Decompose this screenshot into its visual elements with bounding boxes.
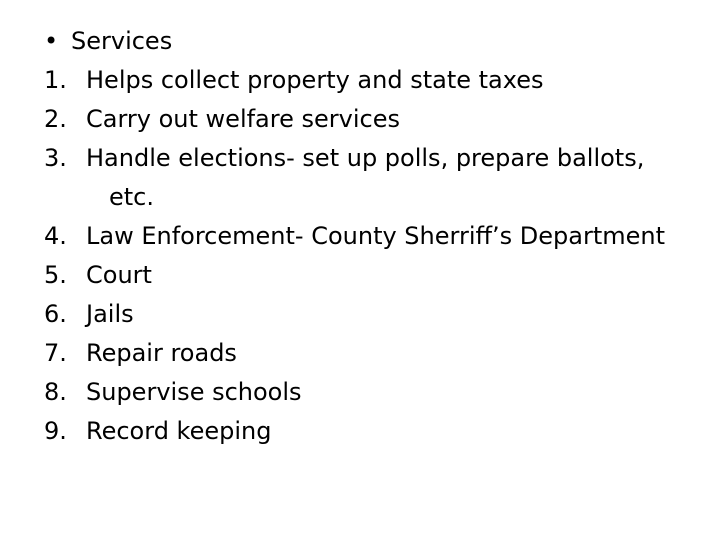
item-number: 3.	[44, 144, 67, 172]
list-item	[44, 256, 704, 295]
services-list	[44, 22, 704, 451]
item-number: 5.	[44, 261, 67, 289]
item-number: 7.	[44, 339, 67, 367]
list-item	[44, 373, 704, 412]
item-text: Record keeping	[86, 417, 272, 445]
item-text-block	[86, 139, 644, 217]
item-text: Supervise schools	[86, 378, 302, 406]
item-text: Repair roads	[86, 339, 237, 367]
item-number: 6.	[44, 300, 67, 328]
item-text: Law Enforcement- County Sherriff’s Department	[86, 222, 666, 250]
list-item	[44, 139, 704, 217]
item-number: 1.	[44, 66, 67, 94]
item-text: Handle elections- set up polls, prepare ballots,	[86, 144, 645, 172]
item-text-continuation: etc.	[109, 183, 154, 211]
services-heading	[44, 22, 704, 61]
list-item	[44, 295, 704, 334]
item-number: 4.	[44, 222, 67, 250]
item-number: 2.	[44, 105, 67, 133]
list-item	[44, 334, 704, 373]
item-text: Jails	[86, 300, 134, 328]
item-text: Court	[86, 261, 152, 289]
item-number: 8.	[44, 378, 67, 406]
list-item	[44, 100, 704, 139]
item-number: 9.	[44, 417, 67, 445]
list-item	[44, 61, 704, 100]
item-text: Carry out welfare services	[86, 105, 400, 133]
item-text: Helps collect property and state taxes	[86, 66, 544, 94]
bullet-marker: •	[44, 27, 59, 55]
list-item	[44, 217, 704, 256]
services-heading-label: Services	[71, 27, 173, 55]
list-item	[44, 412, 704, 451]
